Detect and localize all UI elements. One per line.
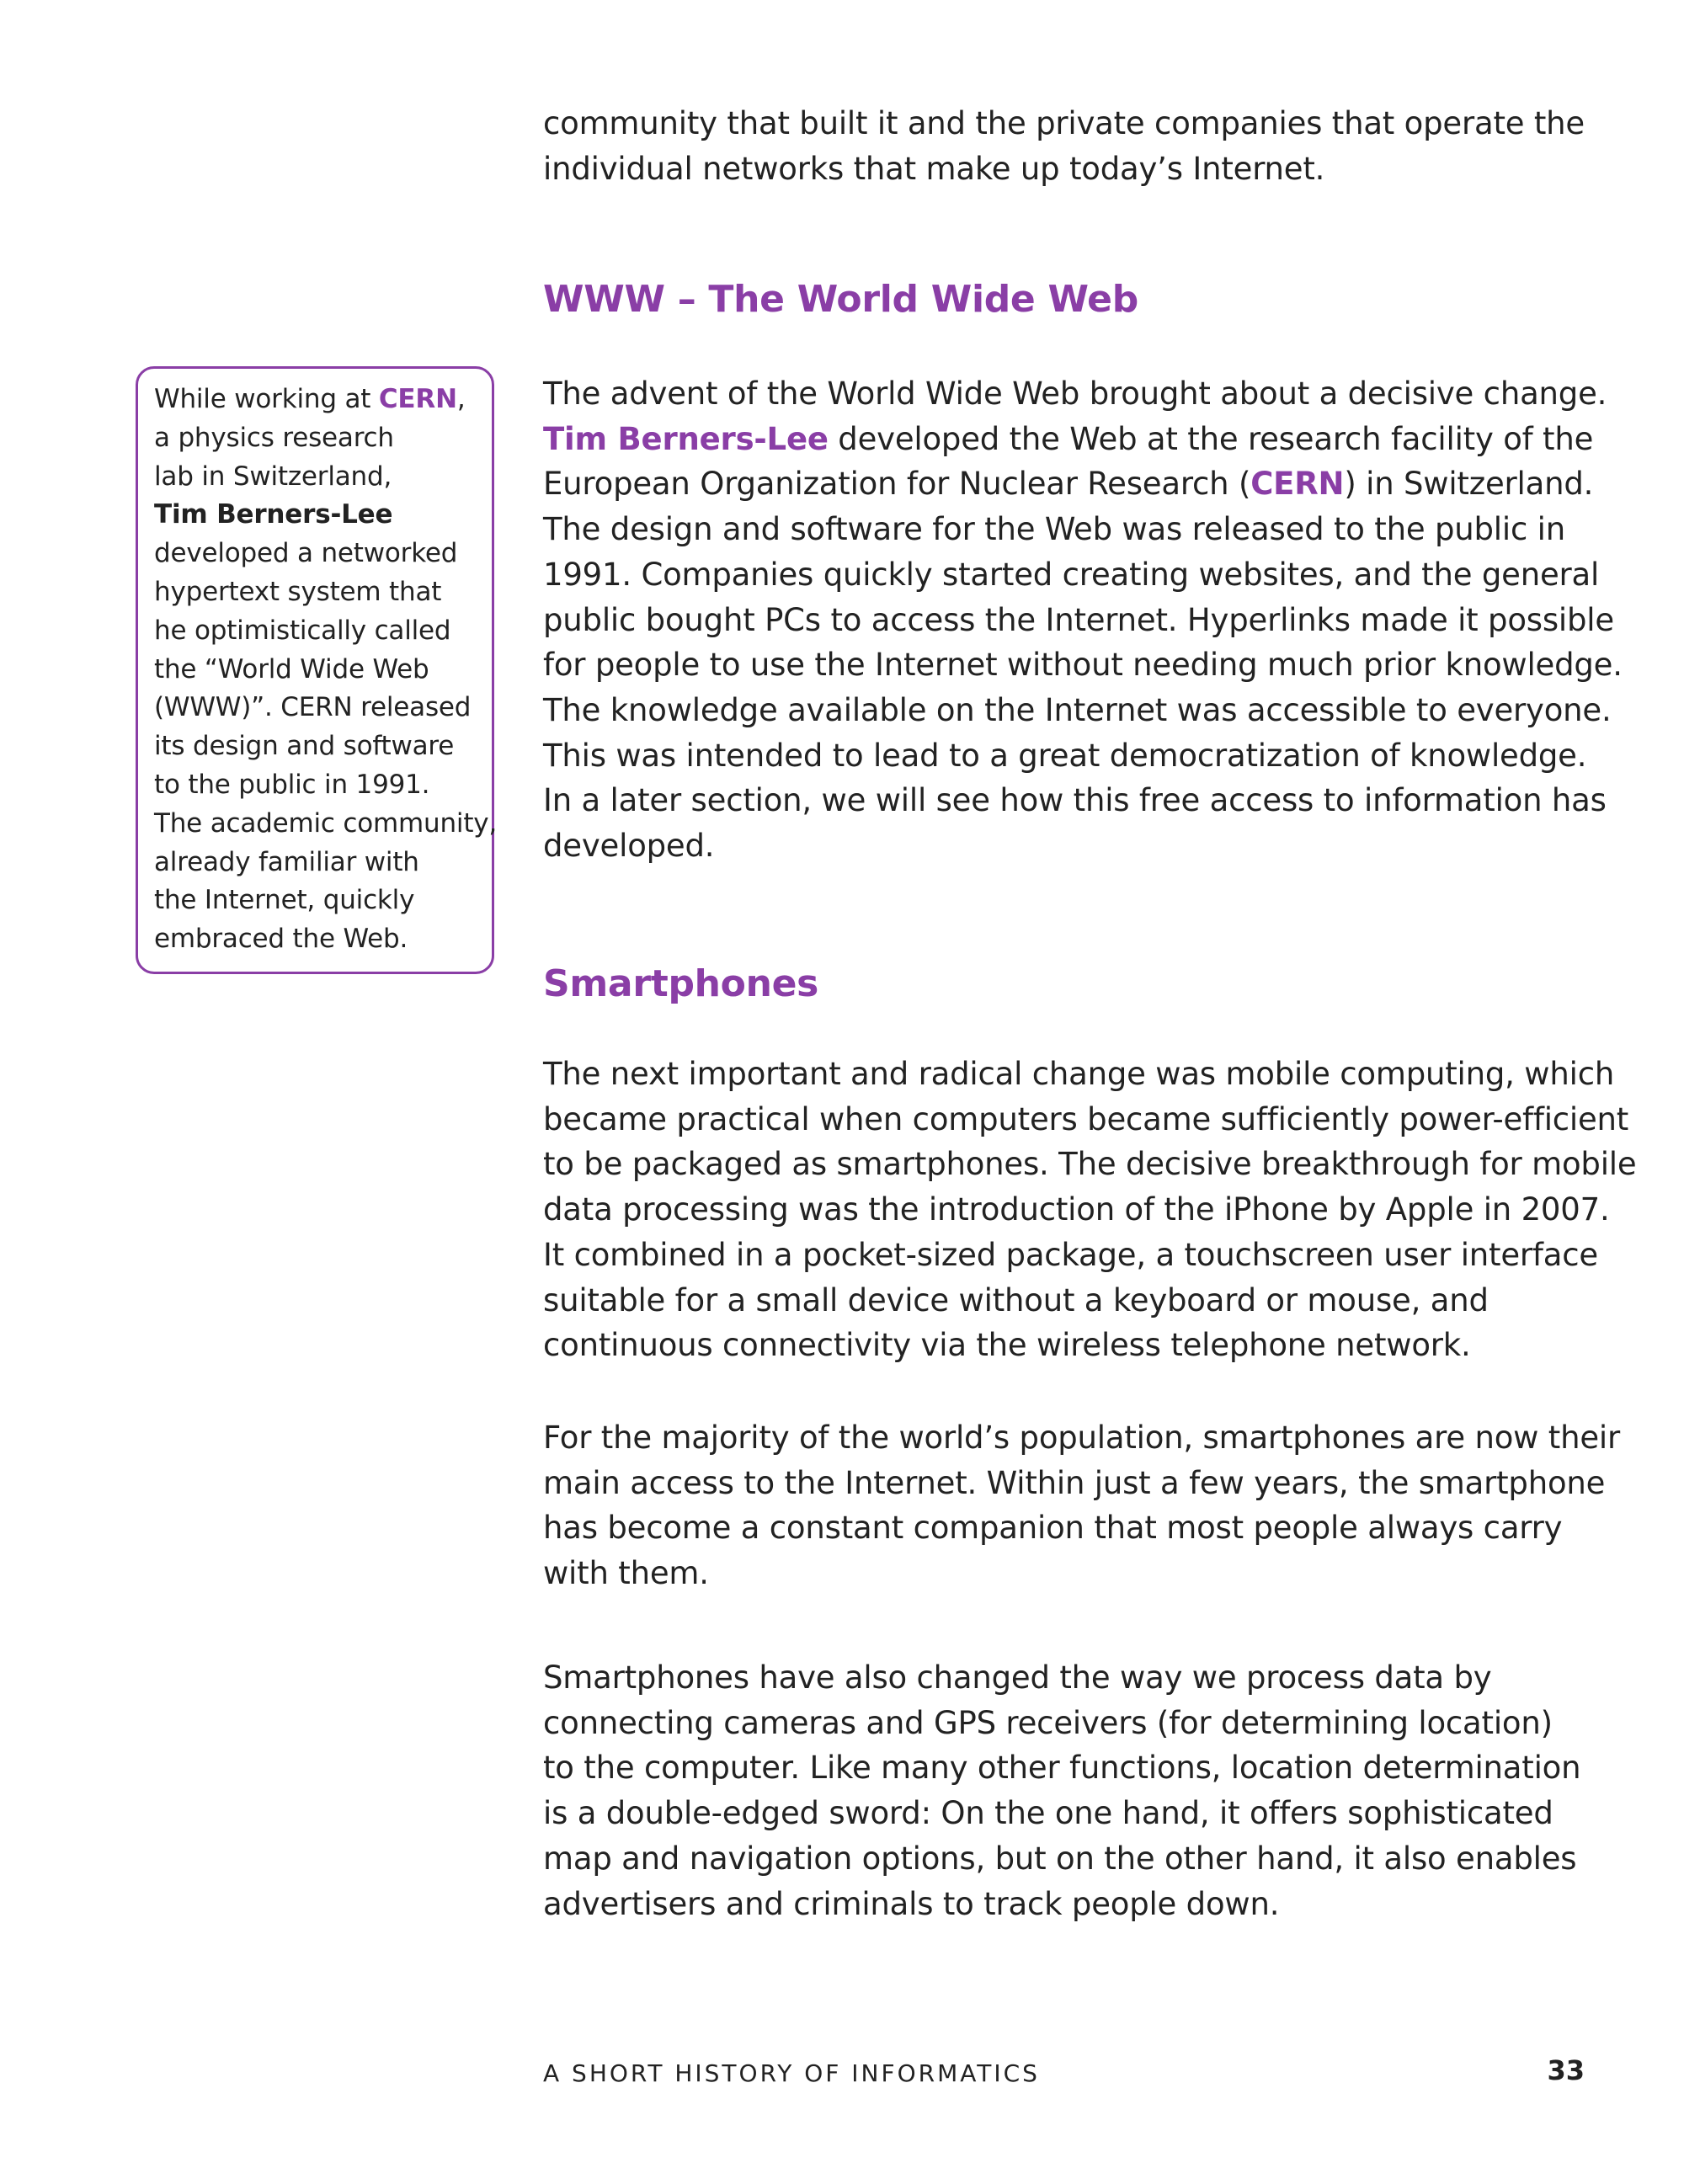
- sidebar-line: a physics research: [154, 422, 394, 453]
- smartphones-paragraph-1: [543, 1052, 1637, 1368]
- sidebar-text: While working at: [154, 384, 379, 414]
- www-line: In a later section, we will see how this free access to information has: [543, 782, 1607, 819]
- sidebar-line: (WWW)”. CERN released: [154, 692, 472, 723]
- smartphones-line: advertisers and criminals to track people down.: [543, 1885, 1280, 1922]
- sidebar-note-box: [136, 366, 498, 974]
- www-line: public bought PCs to access the Internet. Hyperlinks made it possible: [543, 601, 1614, 638]
- intro-line: community that built it and the private companies that operate the: [543, 105, 1585, 141]
- www-line: The advent of the World Wide Web brought about a decisive change.: [543, 376, 1607, 412]
- www-line-text: ) in Switzerland.: [1344, 466, 1594, 503]
- cern-highlight: CERN: [378, 384, 457, 414]
- smartphones-line: to be packaged as smartphones. The decisive breakthrough for mobile: [543, 1146, 1637, 1183]
- smartphones-line: data processing was the introduction of the iPhone by Apple in 2007.: [543, 1191, 1610, 1228]
- www-line: This was intended to lead to a great democratization of knowledge.: [543, 737, 1587, 774]
- smartphones-heading: Smartphones: [543, 962, 819, 1005]
- sidebar-line: already familiar with: [154, 846, 419, 877]
- www-line: [543, 417, 1596, 462]
- tim-berners-lee-highlight: Tim Berners-Lee: [543, 420, 829, 457]
- smartphones-line: For the majority of the world’s population, smartphones are now their: [543, 1420, 1620, 1456]
- smartphones-line: has become a constant companion that most people always carry: [543, 1510, 1563, 1547]
- smartphones-line: became practical when computers became sufficiently power-efficient: [543, 1100, 1629, 1137]
- smartphones-line: with them.: [543, 1555, 709, 1592]
- sidebar-line: [154, 381, 492, 419]
- sidebar-line: embraced the Web.: [154, 924, 408, 955]
- www-line: The design and software for the Web was released to the public in: [543, 511, 1565, 548]
- www-paragraph: [543, 371, 1623, 869]
- www-heading: WWW – The World Wide Web: [543, 278, 1138, 321]
- smartphones-line: to the computer. Like many other functions, location determination: [543, 1750, 1581, 1787]
- sidebar-line: the Internet, quickly: [154, 885, 415, 916]
- www-line: developed.: [543, 828, 715, 865]
- www-line: [543, 461, 1596, 507]
- www-line: 1991. Companies quickly started creating websites, and the general: [543, 556, 1600, 593]
- smartphones-line: continuous connectivity via the wireless telephone network.: [543, 1327, 1471, 1364]
- cern-highlight: CERN: [1250, 466, 1345, 503]
- intro-line: individual networks that make up today’s Internet.: [543, 150, 1325, 187]
- sidebar-line: to the public in 1991.: [154, 769, 430, 800]
- smartphones-line: It combined in a pocket-sized package, a touchscreen user interface: [543, 1236, 1598, 1273]
- smartphones-line: connecting cameras and GPS receivers (for determining location): [543, 1704, 1553, 1741]
- smartphones-line: The next important and radical change was mobile computing, which: [543, 1056, 1615, 1092]
- sidebar-line: developed a networked: [154, 538, 458, 569]
- page-number: 33: [1547, 2054, 1585, 2086]
- sidebar-line: The academic community,: [154, 807, 498, 839]
- smartphones-line: main access to the Internet. Within just a few years, the smartphone: [543, 1464, 1606, 1501]
- sidebar-line: lab in Switzerland,: [154, 461, 392, 492]
- smartphones-paragraph-2: [543, 1415, 1620, 1596]
- sidebar-line: he optimistically called: [154, 615, 451, 646]
- smartphones-line: Smartphones have also changed the way we process data by: [543, 1659, 1492, 1696]
- smartphones-paragraph-3: [543, 1655, 1596, 1926]
- smartphones-line: suitable for a small device without a keyboard or mouse, and: [543, 1281, 1489, 1318]
- www-line: The knowledge available on the Internet was accessible to everyone.: [543, 691, 1612, 728]
- smartphones-line: map and navigation options, but on the other hand, it also enables: [543, 1840, 1577, 1877]
- www-line-text: European Organization for Nuclear Research (: [543, 466, 1251, 503]
- sidebar-line: the “World Wide Web: [154, 653, 429, 684]
- www-line-text: developed the Web at the research facility of the: [828, 420, 1594, 457]
- sidebar-line: its design and software: [154, 731, 455, 762]
- sidebar-line: hypertext system that: [154, 576, 442, 607]
- running-footer-title: A SHORT HISTORY OF INFORMATICS: [543, 2059, 1040, 2087]
- smartphones-line: is a double-edged sword: On the one hand, it offers sophisticated: [543, 1795, 1553, 1832]
- www-line: for people to use the Internet without needing much prior knowledge.: [543, 647, 1623, 684]
- intro-paragraph: [543, 101, 1596, 191]
- tim-berners-lee-highlight: Tim Berners-Lee: [154, 499, 393, 530]
- sidebar-text: ,: [456, 384, 466, 414]
